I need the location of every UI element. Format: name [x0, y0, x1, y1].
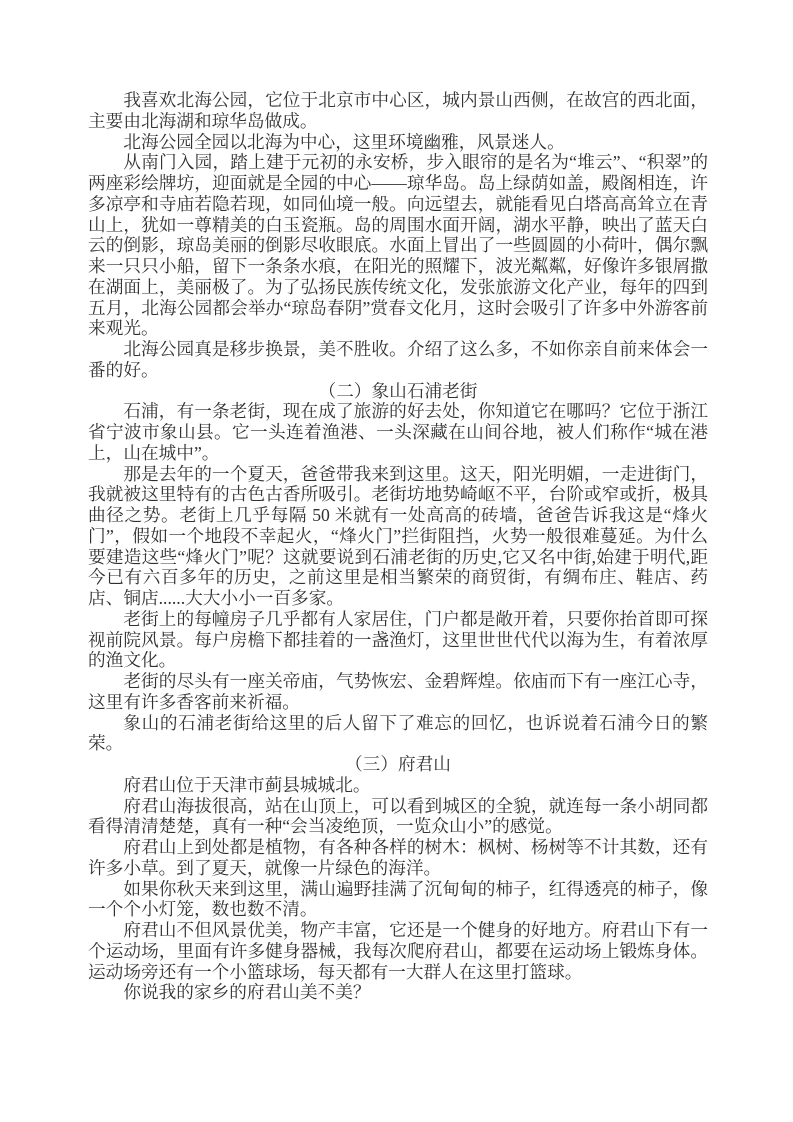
paragraph: 石浦，有一条老街，现在成了旅游的好去处，你知道它在哪吗？它位于浙江省宁波市象山县。它一头连着渔港、一头深藏在山间谷地，被人们称作“城在港上，山在城中”。 [88, 401, 708, 463]
paragraph: 府君山位于天津市蓟县城城北。 [123, 774, 371, 795]
paragraph: 北海公园全园以北海为中心，这里环境幽雅，风景迷人。 [123, 131, 565, 152]
paragraph: 从南门入园，踏上建于元初的永安桥，步入眼帘的是名为“堆云”、“积翠”的两座彩绘牌坊，迎面就是全园的中心——琼华岛。岛上绿荫如盖，殿阁相连，许多凉亭和寺庙若隐若现，如同仙境一般。向远望去，就能看见白塔高高耸立在青山上，犹如一尊精美的白玉瓷瓶。岛的周围水面开阔，湖水平静，映出了蓝天白云的倒影，琼岛美丽的倒影尽收眼底。水面上冒出了一些圆圆的小荷叶，偶尔飘来一只只小船，留下一条条水痕，在阳光的照耀下，波光粼粼，好像许多银屑撒在湖面上，美丽极了。为了弘扬民族传统文化，发张旅游文化产业，每年的四到五月，北海公园都会举办“琼岛春阴”赏春文化月，这时会吸引了许多中外游客前来观光。 [88, 152, 708, 339]
section-heading: （三）府君山 [345, 754, 451, 774]
paragraph: 那是去年的一个夏天，爸爸带我来到这里。这天，阳光明媚，一走进街门，我就被这里特有的古色古香所吸引。老街坊地势崎岖不平，台阶或窄或折，极具曲径之势。老街上几乎每隔 50 米就有一处高高的砖墙，爸爸告诉我这是“烽火门”，假如一个地段不幸起火，“烽火门”拦街阻挡，火势一般很难蔓延。为什么要建造这些“烽火门”呢？这就要说到石浦老街的历史,它又名中街,始建于明代,距今已有六百多年的历史，之前这里是相当繁荣的商贸街，有绸布庄、鞋店、药店、铜店......大大小小一百多家。 [88, 463, 708, 608]
paragraph: 我喜欢北海公园，它位于北京市中心区，城内景山西侧，在故宫的西北面，主要由北海湖和琼华岛做成。 [88, 90, 708, 131]
paragraph: 你说我的家乡的府君山美不美？ [123, 982, 371, 1003]
paragraph: 如果你秋天来到这里，满山遍野挂满了沉甸甸的柿子，红得透亮的柿子，像一个个小灯笼，数也数不清。 [88, 878, 708, 920]
paragraph: 府君山海拔很高，站在山顶上，可以看到城区的全貌，就连每一条小胡同都看得清清楚楚，真有一种“会当凌绝顶，一览众山小”的感觉。 [88, 795, 708, 837]
paragraph: 老街上的每幢房子几乎都有人家居住，门户都是敞开着，只要你抬首即可探视前院风景。每户房檐下都挂着的一盏渔灯，这里世世代代以海为生，有着浓厚的渔文化。 [88, 608, 708, 671]
paragraph: 府君山不但风景优美，物产丰富，它还是一个健身的好地方。府君山下有一个运动场，里面有许多健身器械，我每次爬府君山，都要在运动场上锻炼身体。运动场旁还有一个小篮球场，每天都有一大群人在这里打篮球。 [88, 920, 708, 982]
paragraph: 北海公园真是移步换景，美不胜收。介绍了这么多，不如你亲自前来体会一番的好。 [88, 339, 708, 380]
paragraph: 府君山上到处都是植物，有各种各样的树木：枫树、杨树等不计其数，还有许多小草。到了夏天，就像一片绿色的海洋。 [88, 837, 708, 878]
section-heading: （二）象山石浦老街 [318, 380, 478, 401]
paragraph: 象山的石浦老街给这里的后人留下了难忘的回忆，也诉说着石浦今日的繁荣。 [88, 712, 708, 754]
paragraph: 老街的尽头有一座关帝庙，气势恢宏、金碧辉煌。依庙而下有一座江心寺，这里有许多香客前来祈福。 [88, 671, 708, 712]
document-content [88, 90, 708, 1003]
